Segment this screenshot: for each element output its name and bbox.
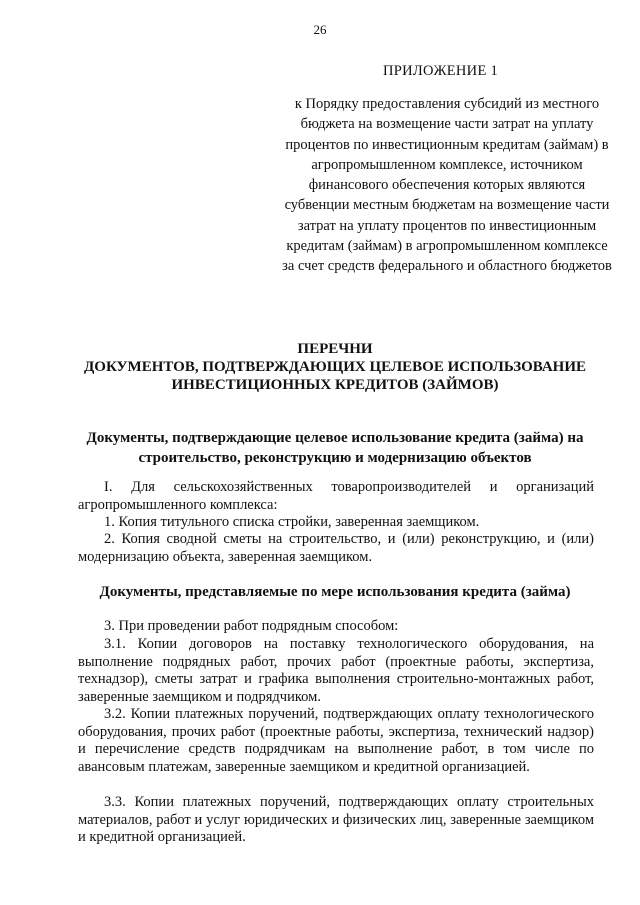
section2-heading: Документы, представляемые по мере использования кредита (займа) xyxy=(99,584,571,600)
section1-heading-line2: строительство, реконструкцию и модернизацию объектов xyxy=(138,450,532,466)
section1-heading-line1: Документы, подтверждающие целевое использование кредита (займа) на xyxy=(86,430,584,446)
appendix-reference: к Порядку предоставления субсидий из местного бюджета на возмещение части затрат на уплату процентов по инвестиционным кредитам (займам) в агропромышленном комплексе, источником финансового обеспечения которых являются субвенции местным бюджетам на возмещение части затрат на уплату процентов по инвестиционным кредитам (займам) в агропромышленном комплексе за счет средств федерального и областного бюджетов xyxy=(282,96,612,275)
main-heading xyxy=(70,340,600,394)
section2-paragraph-1: 3. При проведении работ подрядным способом: xyxy=(104,618,399,634)
section2-paragraph-2: 3.1. Копии договоров на поставку технологического оборудования, на выполнение подрядных работ, прочих работ (проектные работы, экспертиза, технадзор), сметы затрат и графика выполнения строительно-монтажных работ, заверенные заемщиком и подрядчиком. xyxy=(78,636,594,705)
main-heading-line3: ИНВЕСТИЦИОННЫХ КРЕДИТОВ (ЗАЙМОВ) xyxy=(171,377,499,393)
section1-heading xyxy=(70,428,600,468)
appendix-title: ПРИЛОЖЕНИЕ 1 xyxy=(383,63,499,79)
section1-paragraph-2: 1. Копия титульного списка стройки, заверенная заемщиком. xyxy=(104,514,480,530)
page-number: 26 xyxy=(313,22,327,37)
section1-paragraph-3: 2. Копия сводной сметы на строительство, и (или) реконструкцию, и (или) модернизацию объекта, заверенная заемщиком. xyxy=(78,531,594,565)
section2-paragraph-4: 3.3. Копии платежных поручений, подтверждающих оплату строительных материалов, работ и услуг юридических и физических лиц, заверенные заемщиком и кредитной организацией. xyxy=(78,794,594,845)
main-heading-line2: ДОКУМЕНТОВ, ПОДТВЕРЖДАЮЩИХ ЦЕЛЕВОЕ ИСПОЛЬЗОВАНИЕ xyxy=(83,359,587,375)
section2-paragraph-3: 3.2. Копии платежных поручений, подтверждающих оплату технологического оборудования, прочих работ (проектные работы, экспертиза, технический надзор) и перечисление средств подрядчикам на выполнение работ, в том числе по авансовым платежам, заверенные заемщиком и кредитной организацией. xyxy=(78,706,594,775)
section1-paragraph-1: I. Для сельскохозяйственных товаропроизводителей и организаций агропромышленного комплекса: xyxy=(78,479,594,513)
main-heading-line1: ПЕРЕЧНИ xyxy=(297,341,373,357)
